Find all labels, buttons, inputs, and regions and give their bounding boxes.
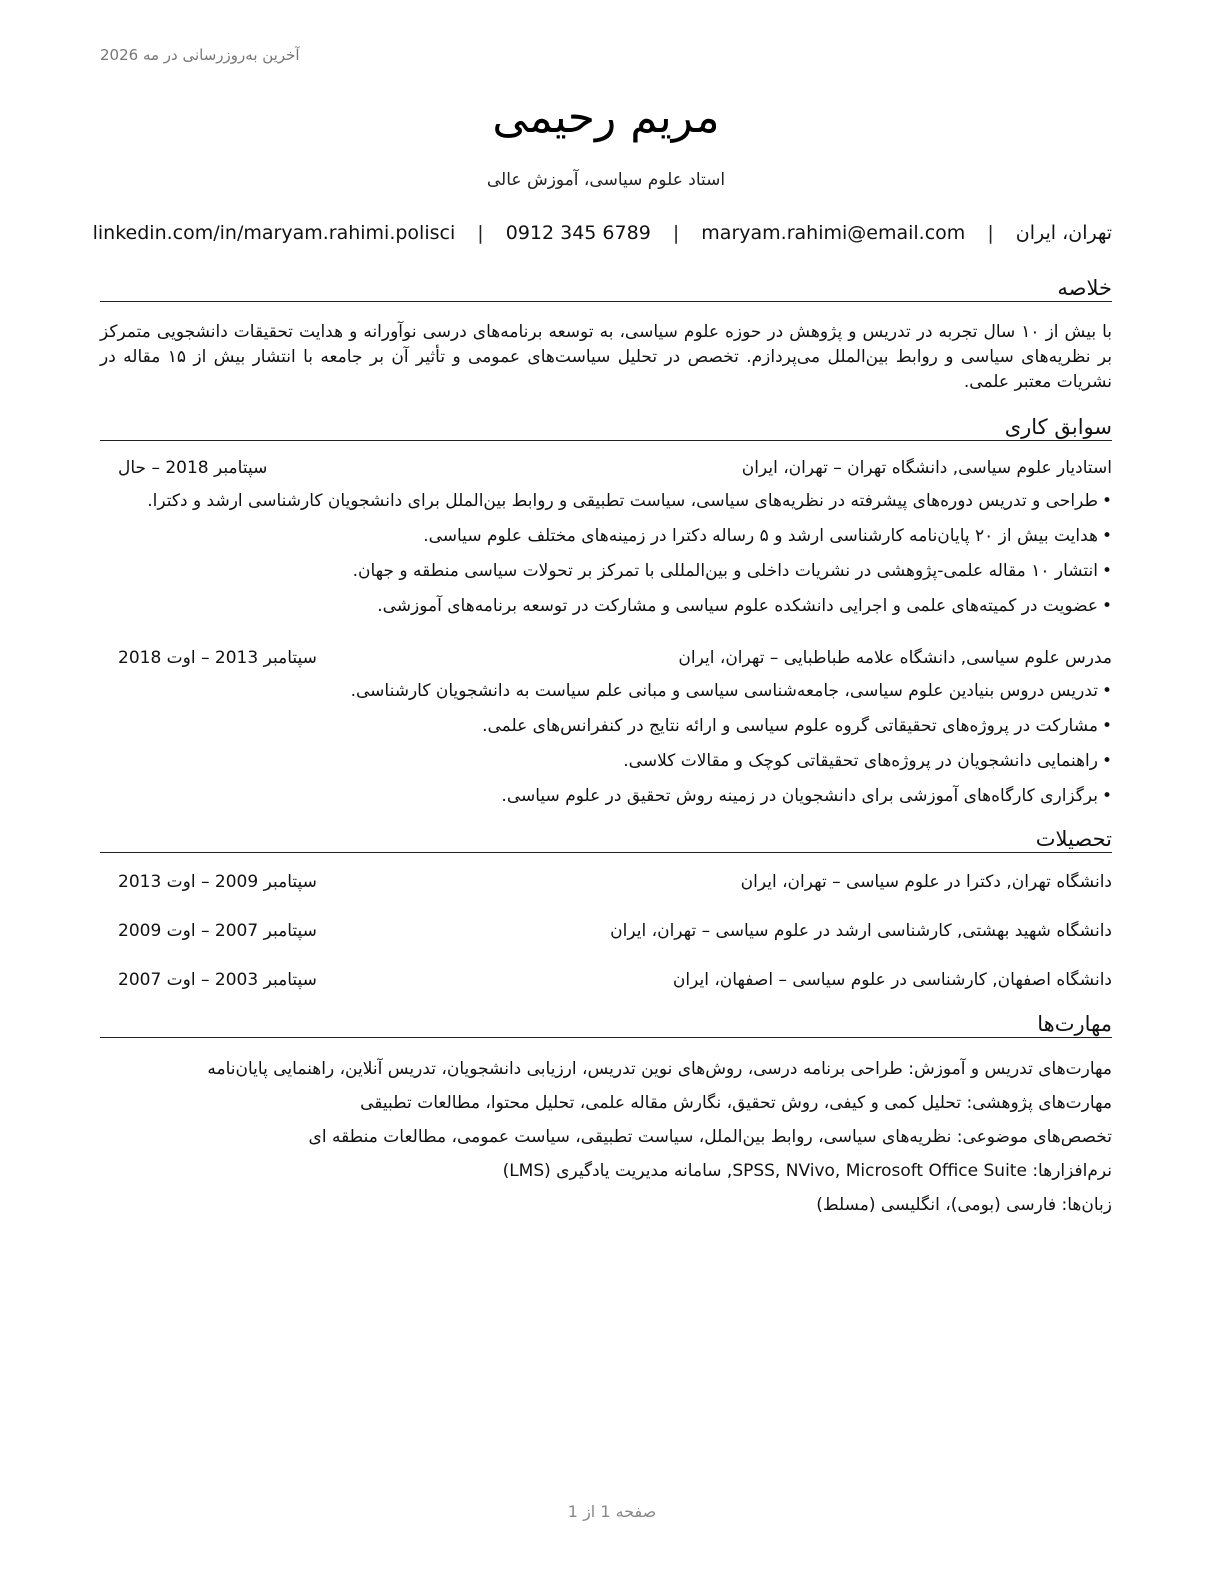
skill-line: تخصص‌های موضوعی: نظریه‌های سیاسی، روابط بین‌الملل، سیاست تطبیقی، سیاست عمومی، مطالعات منطقه ای [308,1127,1112,1147]
bullet-icon: • [1101,561,1112,581]
list-item: •هدایت بیش از ۲۰ پایان‌نامه کارشناسی ارشد و ۵ رساله دکترا در زمینه‌های مختلف علوم سیاسی. [423,526,1112,546]
candidate-name: مریم رحیمی [492,92,720,143]
education-item [100,872,1112,896]
bullet-icon: • [1101,681,1112,701]
bullet-icon: • [1101,596,1112,616]
list-item: •برگزاری کارگاه‌های آموزشی برای دانشجویان در زمینه روش تحقیق در علوم سیاسی. [501,786,1112,806]
education-item [100,970,1112,994]
bullet-icon: • [1101,786,1112,806]
section-title-summary: خلاصه [100,276,1112,302]
job-header [100,458,1112,482]
job-bullets [92,489,1112,629]
education-item [100,921,1112,945]
contact-linkedin[interactable]: linkedin.com/in/maryam.rahimi.polisci [92,222,456,244]
skill-line: زبان‌ها: فارسی (بومی)، انگلیسی (مسلط) [816,1195,1112,1215]
education-title: دانشگاه تهران, دکترا در علوم سیاسی – تهران، ایران [740,872,1112,892]
list-item: •انتشار ۱۰ مقاله علمی-پژوهشی در نشریات داخلی و بین‌المللی با تمرکز بر تحولات سیاسی منطقه و جهان. [352,561,1112,581]
section-title-skills: مهارت‌ها [100,1012,1112,1038]
skill-line: نرم‌افزارها: SPSS, NVivo, Microsoft Office Suite, سامانه مدیریت یادگیری (LMS) [502,1161,1112,1181]
contact-email[interactable]: maryam.rahimi@email.com [701,222,966,244]
education-date: سپتامبر 2003 – اوت 2007 [118,970,317,990]
bullet-icon: • [1101,526,1112,546]
education-date: سپتامبر 2007 – اوت 2009 [118,921,317,941]
job-title: استادیار علوم سیاسی, دانشگاه تهران – تهران، ایران [741,458,1112,478]
headline: استاد علوم سیاسی، آموزش عالی [486,170,726,190]
last-updated: آخرین به‌روزرسانی در مه 2026 [100,46,300,64]
job-date: سپتامبر 2018 – حال [118,458,268,478]
contact-phone: 0912 345 6789 [505,222,651,244]
section-title-experience: سوابق کاری [100,415,1112,441]
contact-line [92,222,1112,244]
education-date: سپتامبر 2009 – اوت 2013 [118,872,317,892]
education-title: دانشگاه شهید بهشتی, کارشناسی ارشد در علوم سیاسی – تهران، ایران [610,921,1112,941]
skills-list [100,1057,1112,1227]
job-bullets [92,679,1112,819]
contact-separator: | [987,222,994,244]
skill-line: مهارت‌های پژوهشی: تحلیل کمی و کیفی، روش تحقیق، نگارش مقاله علمی، تحلیل محتوا، مطالعات تطبیقی [360,1093,1112,1113]
job-title: مدرس علوم سیاسی, دانشگاه علامه طباطبایی – تهران، ایران [678,648,1112,668]
list-item: •تدریس دروس بنیادین علوم سیاسی، جامعه‌شناسی سیاسی و مبانی علم سیاست به دانشجویان کارشناسی. [350,681,1112,701]
section-title-education: تحصیلات [100,827,1112,853]
page-number: صفحه 1 از 1 [567,1502,657,1521]
bullet-icon: • [1101,716,1112,736]
contact-location: تهران، ایران [1015,222,1112,244]
bullet-icon: • [1101,491,1112,511]
skill-line: مهارت‌های تدریس و آموزش: طراحی برنامه درسی، روش‌های نوین تدریس، ارزیابی دانشجویان، تدریس آنلاین، راهنمایی پایان‌نامه [207,1059,1112,1079]
resume-page [92,0,1112,1584]
bullet-icon: • [1101,751,1112,771]
list-item: •عضویت در کمیته‌های علمی و اجرایی دانشکده علوم سیاسی و مشارکت در توسعه برنامه‌های آموزشی. [377,596,1112,616]
summary-text: با بیش از ۱۰ سال تجربه در تدریس و پژوهش در حوزه علوم سیاسی، به توسعه برنامه‌های درسی نوآورانه و هدایت تحقیقات دانشجویی متمرکز بر نظریه‌های سیاسی و روابط بین‌الملل می‌پردازم. تخصص در تحلیل سیاست‌های عمومی و تأثیر آن بر جامعه با انتشار بیش از ۱۵ مقاله در نشریات معتبر علمی. [100,322,1112,392]
job-header [100,648,1112,672]
list-item: •مشارکت در پروژه‌های تحقیقاتی گروه علوم سیاسی و ارائه نتایج در کنفرانس‌های علمی. [482,716,1112,736]
education-title: دانشگاه اصفهان, کارشناسی در علوم سیاسی – اصفهان، ایران [672,970,1112,990]
list-item: •طراحی و تدریس دوره‌های پیشرفته در نظریه‌های سیاسی، سیاست تطبیقی و روابط بین‌الملل برای دانشجویان کارشناسی ارشد و دکترا. [147,491,1112,511]
contact-separator: | [477,222,484,244]
contact-separator: | [672,222,680,244]
job-date: سپتامبر 2013 – اوت 2018 [118,648,317,668]
list-item: •راهنمایی دانشجویان در پروژه‌های تحقیقاتی کوچک و مقالات کلاسی. [623,751,1112,771]
